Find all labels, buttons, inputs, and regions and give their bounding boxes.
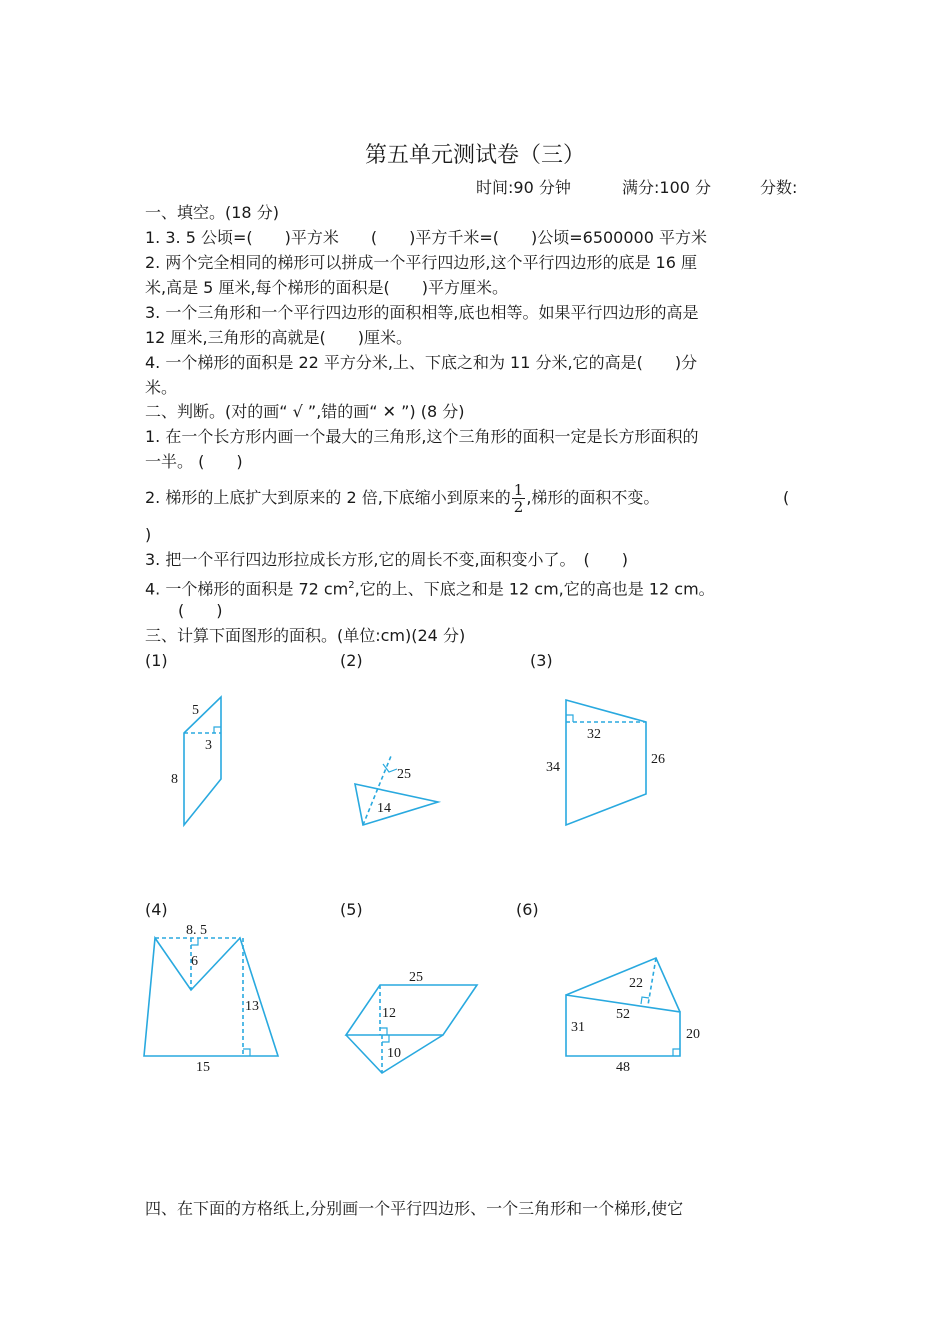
s2-q2-part2: ,梯形的面积不变。 [526,488,660,507]
fig2-label-14: 14 [377,801,391,816]
fig4-label-8-5: 8. 5 [186,923,207,938]
s1-q4-line2: 米。 [145,378,178,397]
s1-q3-line2: 12 厘米,三角形的高就是( )厘米。 [145,328,413,347]
s1-q2-line1: 2. 两个完全相同的梯形可以拼成一个平行四边形,这个平行四边形的底是 16 厘 [145,253,697,272]
fig3-label: (3) [530,651,553,670]
s2-q3: 3. 把一个平行四边形拉成长方形,它的周长不变,面积变小了。 ( ) [145,550,629,569]
s2-q4-superscript: 2 [348,580,355,591]
fig5-composite-shape [346,985,477,1073]
fraction-numerator: 1 [513,481,524,499]
s1-q1: 1. 3. 5 公顷=( )平方米 ( )平方千米=( )公顷=6500000 平方米 [145,228,707,247]
s2-q1-line1: 1. 在一个长方形内画一个最大的三角形,这个三角形的面积一定是长方形面积的 [145,427,699,446]
fig6-label-22: 22 [629,976,643,991]
page-title: 第五单元测试卷（三） [364,143,585,168]
section3-heading: 三、计算下面图形的面积。(单位:cm)(24 分) [145,626,466,645]
fig6-label-52: 52 [616,1007,630,1022]
fig3-label-34: 34 [546,760,560,775]
s2-q4-post: ,它的上、下底之和是 12 cm,它的高也是 12 cm。 [354,579,715,599]
fig4-composite-shape [144,938,278,1056]
fig6-label: (6) [516,900,539,919]
time-info: 时间:90 分钟 [476,178,571,197]
s2-q4-line2: ( ) [178,601,223,620]
section4-heading: 四、在下面的方格纸上,分别画一个平行四边形、一个三角形和一个梯形,使它 [145,1199,684,1218]
section1-heading: 一、填空。(18 分) [145,203,279,222]
fig5-label-25: 25 [409,970,423,985]
full-score-info: 满分:100 分 [622,178,712,197]
fig1-label-3: 3 [205,738,212,753]
fraction-denominator: 2 [513,498,524,516]
fig5-label: (5) [340,900,363,919]
s2-q2-paren-close: ) [145,525,152,544]
fig5-label-12: 12 [382,1006,396,1021]
fig3-label-26: 26 [651,752,665,767]
fig1-label-5: 5 [192,703,199,718]
s1-q2-line2: 米,高是 5 厘米,每个梯形的面积是( )平方厘米。 [145,278,509,297]
fig3-trapezoid [566,700,646,825]
fig2-label-25: 25 [397,767,411,782]
fig1-parallelogram [184,697,221,825]
section2-heading: 二、判断。(对的画“ √ ”,错的画“ ✕ ”) (8 分) [145,402,465,421]
s2-q4-pre: 4. 一个梯形的面积是 72 cm [145,579,349,599]
fig6-label-31: 31 [571,1020,585,1035]
fig1-label: (1) [145,651,168,670]
fig5-label-10: 10 [387,1046,401,1061]
fig4-label-6: 6 [191,954,198,969]
fig4-label-15: 15 [196,1060,210,1075]
score-info: 分数: [760,178,798,197]
fig1-label-8: 8 [171,772,178,787]
s1-q4-line1: 4. 一个梯形的面积是 22 平方分米,上、下底之和为 11 分米,它的高是( )分 [145,353,698,372]
fig4-label: (4) [145,900,168,919]
fig2-label: (2) [340,651,363,670]
fig4-label-13: 13 [245,999,259,1014]
fig6-label-20: 20 [686,1027,700,1042]
s1-q3-line1: 3. 一个三角形和一个平行四边形的面积相等,底也相等。如果平行四边形的高是 [145,303,699,322]
s2-q2-part1: 2. 梯形的上底扩大到原来的 2 倍,下底缩小到原来的 [145,488,511,507]
s2-q1-line2: 一半。 ( ) [145,452,243,471]
fig6-label-48: 48 [616,1060,630,1075]
fig3-label-32: 32 [587,727,601,742]
s2-q2-paren-open: ( [783,488,790,507]
